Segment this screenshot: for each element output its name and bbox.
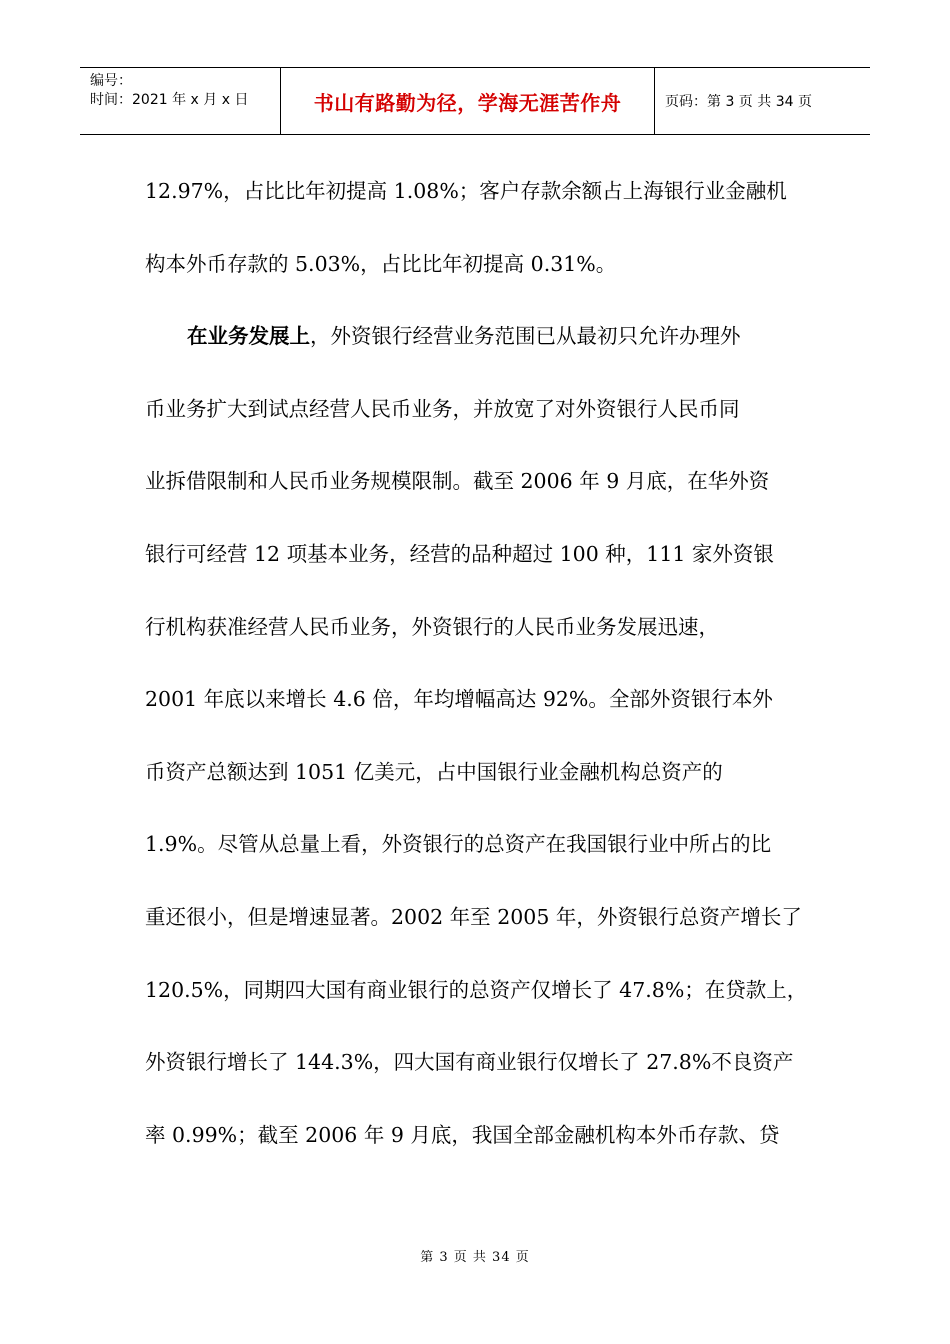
document-body — [145, 155, 808, 1171]
body-line: 银行可经营 12 项基本业务，经营的品种超过 100 种，111 家外资银 — [145, 541, 774, 566]
paragraph-lead-text: ，外资银行经营业务范围已从最初只允许办理外 — [310, 324, 741, 349]
body-line: 12.97%，占比比年初提高 1.08%；客户存款余额占上海银行业金融机 — [145, 179, 787, 203]
document-time-label: 时间：2021 年 x 月 x 日 — [90, 92, 249, 108]
paragraph-business-development — [145, 300, 805, 373]
header-page-info: 页码：第 3 页 共 34 页 — [665, 94, 812, 110]
body-line: 构本外币存款的 5.03%，占比比年初提高 0.31%。 — [145, 251, 617, 276]
body-line: 率 0.99%；截至 2006 年 9 月底，我国全部金融机构本外币存款、贷 — [145, 1122, 780, 1147]
body-line: 币资产总额达到 1051 亿美元，占中国银行业金融机构总资产的 — [145, 759, 723, 784]
body-line: 120.5%，同期四大国有商业银行的总资产仅增长了 47.8%；在贷款上， — [145, 977, 808, 1002]
paragraph-lead-heading: 在业务发展上 — [187, 324, 310, 349]
body-line: 1.9%。尽管从总量上看，外资银行的总资产在我国银行业中所占的比 — [145, 832, 772, 857]
header-motto-cell — [281, 68, 655, 134]
page-footer — [0, 1246, 950, 1265]
body-line: 重还很小，但是增速显著。2002 年至 2005 年，外资银行总资产增长了 — [145, 904, 802, 929]
header-page-cell — [655, 68, 870, 134]
body-line: 外资银行增长了 144.3%，四大国有商业银行仅增长了 27.8%不良资产 — [145, 1050, 794, 1075]
body-line: 行机构获准经营人民币业务，外资银行的人民币业务发展迅速， — [145, 614, 719, 639]
footer-page-number: 第 3 页 共 34 页 — [420, 1250, 530, 1265]
header-motto: 书山有路勤为径，学海无涯苦作舟 — [313, 90, 622, 115]
document-number-label: 编号： — [90, 73, 132, 89]
page-header — [80, 67, 870, 135]
header-meta-cell — [80, 68, 281, 134]
body-line: 业拆借限制和人民币业务规模限制。截至 2006 年 9 月底，在华外资 — [145, 469, 770, 494]
body-line: 2001 年底以来增长 4.6 倍，年均增幅高达 92%。全部外资银行本外 — [145, 687, 773, 712]
body-line: 币业务扩大到试点经营人民币业务，并放宽了对外资银行人民币同 — [145, 396, 740, 421]
